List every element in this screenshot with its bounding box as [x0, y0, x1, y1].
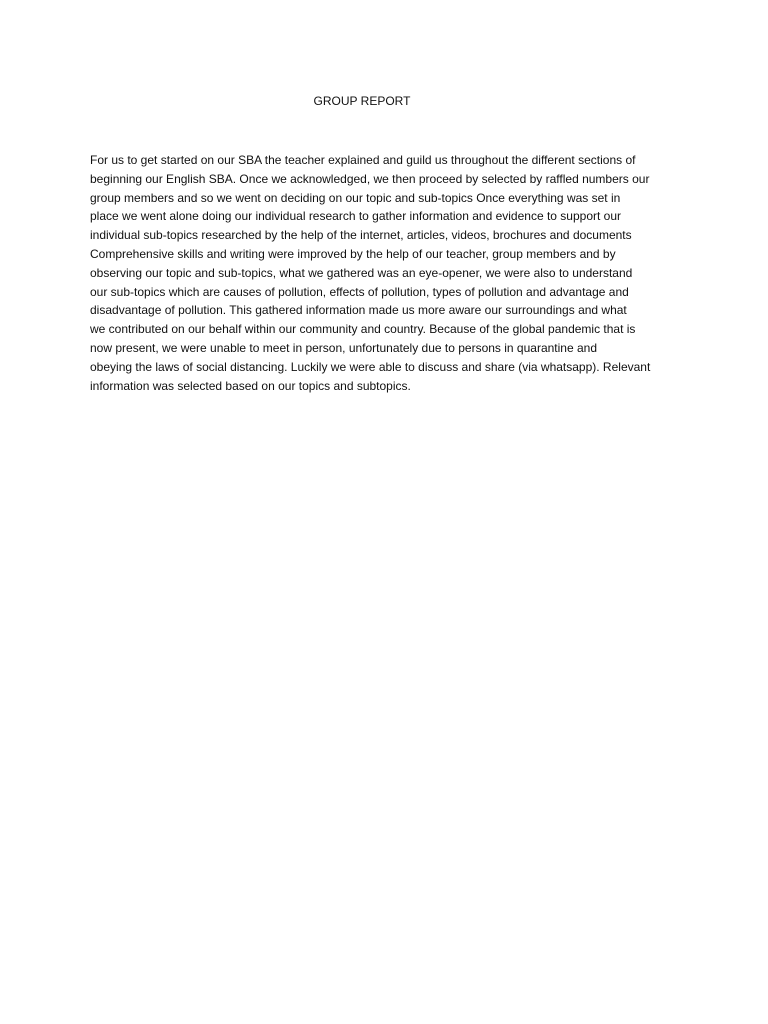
report-paragraph	[90, 151, 686, 395]
paragraph-line: group members and so we went on deciding on our topic and sub-topics Once everything was set in	[90, 190, 621, 205]
paragraph-line: individual sub-topics researched by the help of the internet, articles, videos, brochures and documents	[90, 228, 632, 243]
paragraph-line: obeying the laws of social distancing. Luckily we were able to discuss and share (via whatsapp). Relevant	[90, 359, 651, 374]
paragraph-line: disadvantage of pollution. This gathered information made us more aware our surroundings and what	[90, 303, 627, 318]
paragraph-line: now present, we were unable to meet in person, unfortunately due to persons in quarantine and	[90, 340, 597, 355]
document-title: GROUP REPORT	[313, 94, 411, 108]
paragraph-line: Comprehensive skills and writing were improved by the help of our teacher, group members and by	[90, 246, 616, 261]
paragraph-line: place we went alone doing our individual research to gather information and evidence to support our	[90, 209, 621, 224]
paragraph-line: beginning our English SBA. Once we acknowledged, we then proceed by selected by raffled numbers our	[90, 171, 650, 186]
paragraph-line: our sub-topics which are causes of pollution, effects of pollution, types of pollution and advantage and	[90, 284, 629, 299]
paragraph-line: For us to get started on our SBA the teacher explained and guild us throughout the different sections of	[90, 153, 636, 167]
paragraph-line: observing our topic and sub-topics, what we gathered was an eye-opener, we were also to understand	[90, 265, 633, 280]
paragraph-line: we contributed on our behalf within our community and country. Because of the global pandemic that is	[90, 322, 636, 337]
paragraph-line: information was selected based on our topics and subtopics.	[90, 378, 411, 393]
